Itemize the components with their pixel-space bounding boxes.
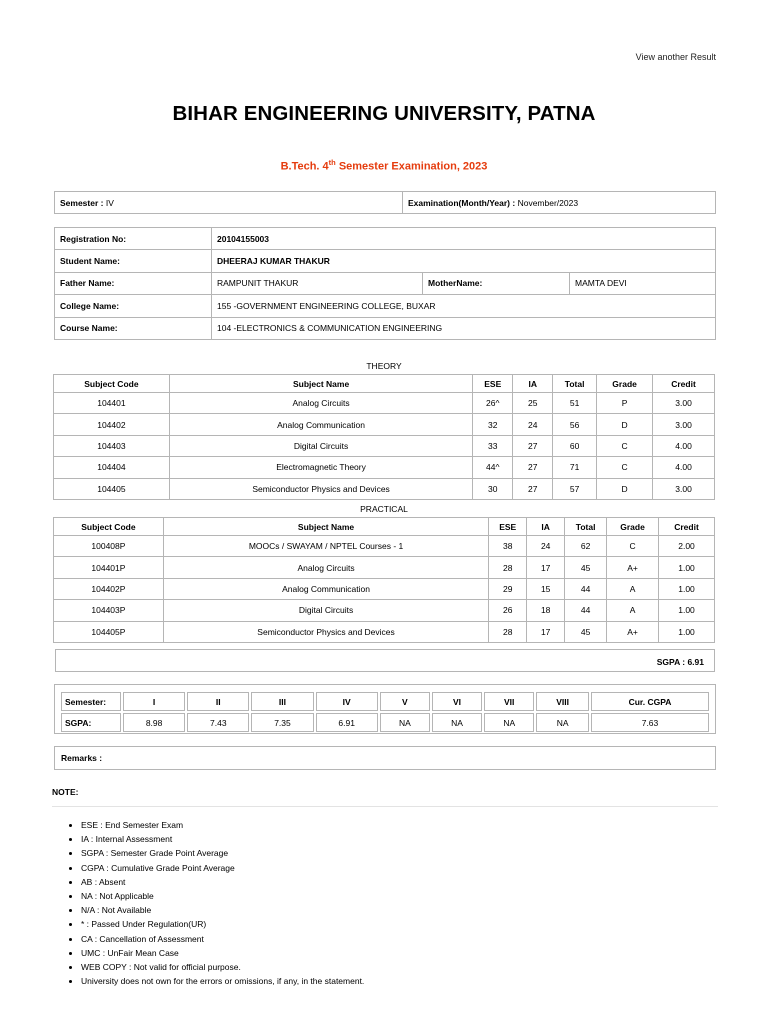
theory-row xyxy=(54,457,715,478)
note-item: • NA : Not Applicable xyxy=(81,889,364,903)
semester-header-cell: IV xyxy=(316,692,378,711)
father-name-label: Father Name: xyxy=(55,272,212,294)
practical-header-cell: Subject Name xyxy=(163,518,488,536)
note-title: NOTE: xyxy=(52,787,79,797)
table-cell: 44^ xyxy=(473,457,513,478)
theory-header-cell: Credit xyxy=(653,375,715,393)
sgpa-value-cell: 6.91 xyxy=(316,713,378,732)
theory-header-cell: Grade xyxy=(597,375,653,393)
table-cell: 45 xyxy=(565,621,607,642)
note-item: • WEB COPY : Not valid for official purpose. xyxy=(81,960,364,974)
exam-title-sup: th xyxy=(328,158,336,167)
table-cell: 3.00 xyxy=(653,478,715,499)
table-cell: 32 xyxy=(473,414,513,435)
table-cell: Analog Communication xyxy=(169,414,472,435)
cur-cgpa-header: Cur. CGPA xyxy=(591,692,709,711)
notes-list xyxy=(54,818,364,988)
table-cell: C xyxy=(597,435,653,456)
note-item: • N/A : Not Available xyxy=(81,903,364,917)
cgpa-panel xyxy=(54,684,716,734)
note-item: • ESE : End Semester Exam xyxy=(81,818,364,832)
practical-header-cell: ESE xyxy=(489,518,527,536)
examination-value: November/2023 xyxy=(517,197,579,208)
exam-title-suffix: Semester Examination, 2023 xyxy=(335,160,488,173)
theory-header-cell: Subject Code xyxy=(54,375,170,393)
table-cell: 104401P xyxy=(54,557,164,578)
table-cell: 25 xyxy=(513,393,553,414)
registration-label: Registration No: xyxy=(55,228,212,250)
table-cell: 4.00 xyxy=(653,457,715,478)
table-cell: 71 xyxy=(553,457,597,478)
parents-row xyxy=(55,272,716,294)
table-cell: 62 xyxy=(565,536,607,557)
practical-row xyxy=(54,578,715,599)
registration-value: 20104155003 xyxy=(212,228,716,250)
table-cell: 104401 xyxy=(54,393,170,414)
semester-header-cell: I xyxy=(123,692,185,711)
table-cell: 27 xyxy=(513,457,553,478)
table-cell: 26 xyxy=(489,600,527,621)
table-cell: 30 xyxy=(473,478,513,499)
course-row xyxy=(55,317,716,339)
sgpa-value-cell: NA xyxy=(432,713,482,732)
student-details-table xyxy=(54,227,716,340)
practical-header-cell: Credit xyxy=(659,518,715,536)
table-cell: 44 xyxy=(565,600,607,621)
semester-header-row xyxy=(61,692,709,711)
practical-row xyxy=(54,557,715,578)
semester-info-row xyxy=(55,192,716,214)
examination-label: Examination(Month/Year) : xyxy=(408,197,516,208)
remarks-box xyxy=(54,746,716,770)
table-cell: 17 xyxy=(527,621,565,642)
table-cell: 56 xyxy=(553,414,597,435)
note-item: • CA : Cancellation of Assessment xyxy=(81,932,364,946)
semester-sgpa-table xyxy=(59,690,711,734)
table-cell: 1.00 xyxy=(659,578,715,599)
note-divider xyxy=(52,806,718,807)
table-cell: 100408P xyxy=(54,536,164,557)
table-cell: Analog Circuits xyxy=(169,393,472,414)
practical-header-cell: Subject Code xyxy=(54,518,164,536)
table-cell: Analog Circuits xyxy=(163,557,488,578)
table-cell: 28 xyxy=(489,621,527,642)
note-item: • IA : Internal Assessment xyxy=(81,832,364,846)
semester-header-cell: VI xyxy=(432,692,482,711)
table-cell: Semiconductor Physics and Devices xyxy=(169,478,472,499)
remarks-label: Remarks : xyxy=(61,753,103,763)
theory-row xyxy=(54,414,715,435)
theory-header-row xyxy=(54,375,715,393)
theory-row xyxy=(54,435,715,456)
table-cell: A+ xyxy=(607,557,659,578)
sgpa-value-cell: 8.98 xyxy=(123,713,185,732)
table-cell: 1.00 xyxy=(659,621,715,642)
theory-header-cell: Total xyxy=(553,375,597,393)
sgpa-summary-box xyxy=(55,649,715,672)
table-cell: 26^ xyxy=(473,393,513,414)
father-name-value: RAMPUNIT THAKUR xyxy=(212,272,423,294)
table-cell: 104405 xyxy=(54,478,170,499)
table-cell: 17 xyxy=(527,557,565,578)
semester-header-cell: V xyxy=(380,692,430,711)
sgpa-row-label: SGPA: xyxy=(61,713,121,732)
semester-label: Semester : xyxy=(60,197,104,208)
college-name-label: College Name: xyxy=(55,295,212,317)
semester-header-cell: VII xyxy=(484,692,534,711)
practical-header-cell: Total xyxy=(565,518,607,536)
semester-info-table xyxy=(54,191,716,214)
student-name-label: Student Name: xyxy=(55,250,212,272)
theory-header-cell: IA xyxy=(513,375,553,393)
semester-header-cell: VIII xyxy=(536,692,589,711)
university-title: BIHAR ENGINEERING UNIVERSITY, PATNA xyxy=(172,102,596,125)
table-cell: A xyxy=(607,578,659,599)
practical-row xyxy=(54,536,715,557)
student-name-row xyxy=(55,250,716,272)
table-cell: Digital Circuits xyxy=(169,435,472,456)
registration-row xyxy=(55,228,716,250)
practical-header-row xyxy=(54,518,715,536)
table-cell: 4.00 xyxy=(653,435,715,456)
theory-row xyxy=(54,478,715,499)
cur-cgpa-value: 7.63 xyxy=(591,713,709,732)
note-item: • * : Passed Under Regulation(UR) xyxy=(81,917,364,931)
college-name-value: 155 -GOVERNMENT ENGINEERING COLLEGE, BUXAR xyxy=(212,295,716,317)
table-cell: Analog Communication xyxy=(163,578,488,599)
table-cell: 51 xyxy=(553,393,597,414)
theory-header-cell: ESE xyxy=(473,375,513,393)
practical-row xyxy=(54,621,715,642)
theory-row xyxy=(54,393,715,414)
sgpa-summary: SGPA : 6.91 xyxy=(656,657,704,667)
table-cell: 27 xyxy=(513,435,553,456)
table-cell: 33 xyxy=(473,435,513,456)
table-cell: C xyxy=(607,536,659,557)
table-cell: 15 xyxy=(527,578,565,599)
sgpa-value-cell: NA xyxy=(484,713,534,732)
sgpa-value-cell: 7.35 xyxy=(251,713,313,732)
table-cell: 1.00 xyxy=(659,600,715,621)
note-item: • UMC : UnFair Mean Case xyxy=(81,946,364,960)
practical-marks-table xyxy=(53,517,715,643)
exam-title-prefix: B.Tech. 4 xyxy=(280,160,329,173)
note-item: • University does not own for the errors or omissions, if any, in the statement. xyxy=(81,974,364,988)
semester-row-label: Semester: xyxy=(61,692,121,711)
examination-cell xyxy=(403,192,716,214)
exam-title xyxy=(0,158,768,173)
table-cell: 104404 xyxy=(54,457,170,478)
table-cell: 104402P xyxy=(54,578,164,599)
practical-header-cell: IA xyxy=(527,518,565,536)
table-cell: P xyxy=(597,393,653,414)
table-cell: A+ xyxy=(607,621,659,642)
table-cell: 28 xyxy=(489,557,527,578)
sgpa-value-cell: NA xyxy=(380,713,430,732)
practical-header-cell: Grade xyxy=(607,518,659,536)
table-cell: 38 xyxy=(489,536,527,557)
table-cell: C xyxy=(597,457,653,478)
table-cell: 104403 xyxy=(54,435,170,456)
semester-header-cell: III xyxy=(251,692,313,711)
table-cell: 57 xyxy=(553,478,597,499)
course-name-value: 104 -ELECTRONICS & COMMUNICATION ENGINEERING xyxy=(212,317,716,339)
table-cell: 3.00 xyxy=(653,393,715,414)
table-cell: 24 xyxy=(527,536,565,557)
sgpa-value-cell: 7.43 xyxy=(187,713,249,732)
student-name-value: DHEERAJ KUMAR THAKUR xyxy=(212,250,716,272)
note-item: • SGPA : Semester Grade Point Average xyxy=(81,846,364,860)
table-cell: 44 xyxy=(565,578,607,599)
table-cell: 104402 xyxy=(54,414,170,435)
table-cell: 29 xyxy=(489,578,527,599)
note-item: • AB : Absent xyxy=(81,875,364,889)
course-name-label: Course Name: xyxy=(55,317,212,339)
semester-cell xyxy=(55,192,403,214)
college-row xyxy=(55,295,716,317)
sgpa-value-cell: NA xyxy=(536,713,589,732)
table-cell: Digital Circuits xyxy=(163,600,488,621)
mother-name-label: MotherName: xyxy=(423,272,570,294)
theory-caption: THEORY xyxy=(366,361,402,371)
table-cell: 2.00 xyxy=(659,536,715,557)
mother-name-value: MAMTA DEVI xyxy=(570,272,716,294)
table-cell: D xyxy=(597,414,653,435)
table-cell: 3.00 xyxy=(653,414,715,435)
note-item: • CGPA : Cumulative Grade Point Average xyxy=(81,861,364,875)
theory-marks-table xyxy=(53,374,715,500)
table-cell: 45 xyxy=(565,557,607,578)
table-cell: Electromagnetic Theory xyxy=(169,457,472,478)
table-cell: D xyxy=(597,478,653,499)
table-cell: 60 xyxy=(553,435,597,456)
table-cell: 104405P xyxy=(54,621,164,642)
table-cell: Semiconductor Physics and Devices xyxy=(163,621,488,642)
table-cell: 27 xyxy=(513,478,553,499)
table-cell: A xyxy=(607,600,659,621)
table-cell: 18 xyxy=(527,600,565,621)
practical-row xyxy=(54,600,715,621)
semester-value: IV xyxy=(105,197,114,208)
sgpa-value-row xyxy=(61,713,709,732)
semester-header-cell: II xyxy=(187,692,249,711)
table-cell: MOOCs / SWAYAM / NPTEL Courses - 1 xyxy=(163,536,488,557)
table-cell: 104403P xyxy=(54,600,164,621)
practical-caption: PRACTICAL xyxy=(360,504,408,514)
table-cell: 1.00 xyxy=(659,557,715,578)
table-cell: 24 xyxy=(513,414,553,435)
view-another-result-link[interactable]: View another Result xyxy=(635,52,716,62)
theory-header-cell: Subject Name xyxy=(169,375,472,393)
